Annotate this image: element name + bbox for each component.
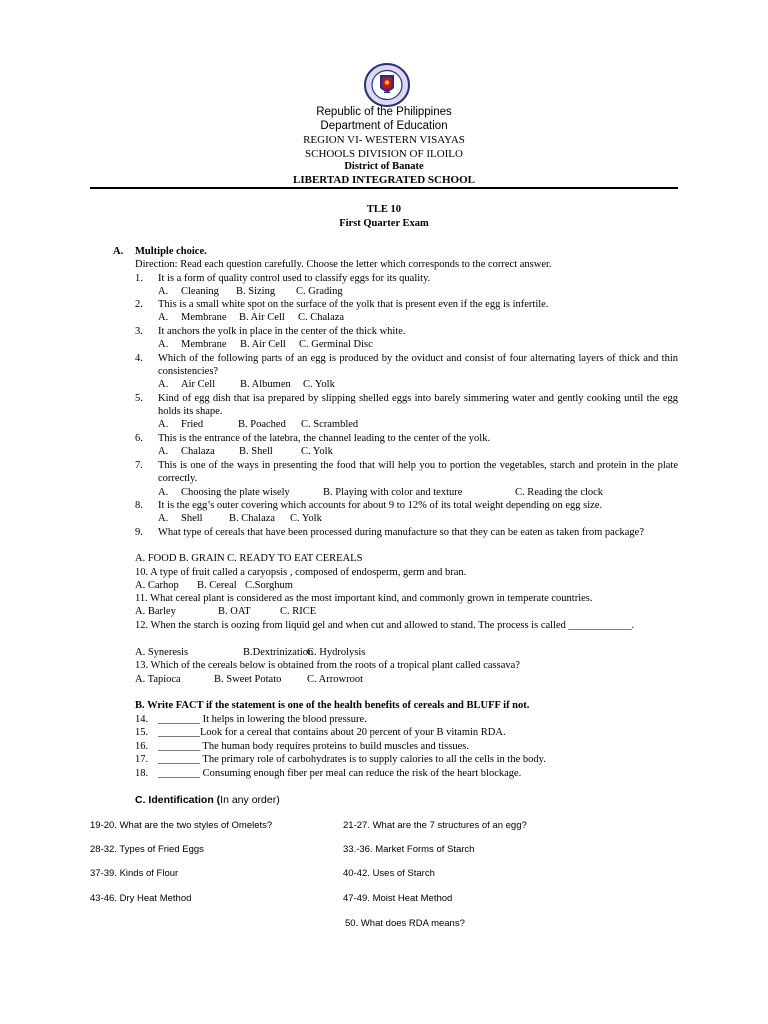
option-a: Shell	[181, 513, 203, 524]
option-c: C. Yolk	[290, 513, 322, 524]
option-c: C. Chalaza	[298, 312, 345, 323]
question-number: 9.	[135, 527, 143, 538]
option-letter: A.	[158, 513, 169, 524]
item-number: 15.	[135, 727, 149, 738]
section-c-title: C. Identification (	[135, 794, 221, 806]
question-number: 4.	[135, 353, 143, 364]
header-division: SCHOOLS DIVISION OF ILOILO	[305, 148, 463, 160]
option-c: C. Grading	[296, 286, 343, 297]
question-number: 2.	[135, 299, 143, 310]
item-text: ________Look for a cereal that contains about 20 percent of your B vitamin RDA.	[158, 727, 506, 738]
identification-item: 33.-36. Market Forms of Starch	[343, 844, 475, 855]
item-number: 16.	[135, 741, 149, 752]
option-a: A. Carhop	[135, 580, 179, 591]
question-13: 13. Which of the cereals below is obtained from the roots of a tropical plant called cassava?	[135, 660, 520, 671]
option-letter: A.	[158, 379, 169, 390]
header-republic: Republic of the Philippines	[316, 106, 452, 118]
question-text: It is the egg’s outer covering which accounts for about 9 to 12% of its total weight depending on egg size.	[158, 500, 603, 511]
option-letter: A.	[158, 419, 169, 430]
question-number: 6.	[135, 433, 143, 444]
item-text: ________ The primary role of carbohydrates is to supply calories to all the cells in the body.	[158, 754, 546, 765]
option-c: C. Yolk	[301, 446, 333, 457]
header-school: LIBERTAD INTEGRATED SCHOOL	[293, 174, 475, 186]
question-number: 1.	[135, 273, 143, 284]
exam-subject: TLE 10	[366, 204, 402, 215]
question-text: Kind of egg dish that isa prepared by slipping shelled eggs into barely simmering water and gently cooking until the egg holds its shape.	[158, 393, 678, 417]
header-district: District of Banate	[344, 161, 424, 172]
option-c: C. Yolk	[303, 379, 335, 390]
section-a-direction: Direction: Read each question carefully. Choose the letter which corresponds to the correct answer.	[135, 259, 552, 270]
question-text: What type of cereals that have been processed during manufacture so that they can be eaten as taken from package?	[158, 527, 644, 538]
identification-item: 47-49. Moist Heat Method	[343, 893, 453, 904]
question-10: 10. A type of fruit called a caryopsis , composed of endosperm, germ and bran.	[135, 567, 467, 578]
identification-item: 21-27. What are the 7 structures of an egg?	[343, 820, 527, 831]
question-text: It anchors the yolk in place in the center of the thick white.	[158, 326, 406, 337]
option-a: Membrane	[181, 312, 227, 323]
option-c: C. Germinal Disc	[299, 339, 373, 350]
item-number: 14.	[135, 714, 149, 725]
header-divider	[90, 187, 678, 189]
option-a: Air Cell	[181, 379, 216, 390]
question-text: This is the entrance of the latebra, the channel leading to the center of the yolk.	[158, 433, 491, 444]
section-c-note: In any order)	[220, 794, 280, 806]
option-c: C. Hydrolysis	[307, 647, 366, 658]
option-c: C. Arrowroot	[307, 674, 363, 685]
option-a: Fried	[181, 419, 204, 430]
option-letter: A.	[158, 286, 169, 297]
header-department: Department of Education	[320, 120, 448, 132]
item-text: ________ The human body requires proteins to build muscles and tissues.	[158, 741, 469, 752]
option-a: A. Tapioca	[135, 674, 181, 685]
header-region: REGION VI- WESTERN VISAYAS	[303, 134, 465, 146]
item-number: 18.	[135, 768, 149, 779]
option-b: B. Shell	[239, 446, 273, 457]
option-a: A. Syneresis	[135, 647, 189, 658]
option-c: C. RICE	[280, 606, 317, 617]
question-number: 5.	[135, 393, 143, 404]
option-letter: A.	[158, 312, 169, 323]
option-c: C.Sorghum	[245, 580, 293, 591]
option-b: B. Air Cell	[240, 339, 286, 350]
identification-item: 50. What does RDA means?	[345, 918, 465, 929]
option-letter: A.	[158, 446, 169, 457]
option-b: B. Playing with color and texture	[323, 487, 463, 498]
item-text: ________ It helps in lowering the blood pressure.	[158, 714, 367, 725]
question-number: 3.	[135, 326, 143, 337]
deped-seal-logo	[355, 62, 419, 108]
question-text: This is a small white spot on the surface of the yolk that is present even if the egg is infertile.	[158, 299, 549, 310]
option-b: B. Poached	[238, 419, 286, 430]
option-a: A. Barley	[135, 606, 176, 617]
question-11: 11. What cereal plant is considered as the most important kind, and commonly grown in temperate countries.	[135, 593, 593, 604]
option-c: C. Scrambled	[301, 419, 359, 430]
question-9-options: A. FOOD B. GRAIN C. READY TO EAT CEREALS	[135, 553, 363, 564]
question-number: 8.	[135, 500, 143, 511]
option-b: B. OAT	[218, 606, 251, 617]
option-b: B. Chalaza	[229, 513, 276, 524]
section-a-letter: A.	[113, 246, 124, 257]
option-b: B. Albumen	[240, 379, 291, 390]
identification-item: 28-32. Types of Fried Eggs	[90, 844, 204, 855]
option-a: Choosing the plate wisely	[181, 487, 290, 498]
identification-item: 19-20. What are the two styles of Omelets?	[90, 820, 273, 831]
question-text: Which of the following parts of an egg is produced by the oviduct and consist of four alternating layers of thick and thin consistencies?	[158, 353, 678, 377]
identification-item: 40-42. Uses of Starch	[343, 868, 435, 879]
question-number: 7.	[135, 460, 143, 471]
option-b: B.Dextrinization	[243, 647, 314, 658]
item-number: 17.	[135, 754, 149, 765]
section-a-title: Multiple choice.	[135, 246, 207, 257]
section-b-title: B. Write FACT if the statement is one of the health benefits of cereals and BLUFF if not.	[135, 700, 530, 711]
item-text: ________ Consuming enough fiber per meal can reduce the risk of the heart blockage.	[158, 768, 522, 779]
section-c-heading	[135, 794, 280, 806]
option-letter: A.	[158, 339, 169, 350]
option-a: Chalaza	[181, 446, 215, 457]
identification-item: 43-46. Dry Heat Method	[90, 893, 192, 904]
option-c: C. Reading the clock	[515, 487, 604, 498]
exam-title: First Quarter Exam	[339, 218, 429, 229]
option-b: B. Sweet Potato	[214, 674, 282, 685]
question-text: It is a form of quality control used to classify eggs for its quality.	[158, 273, 431, 284]
option-a: Cleaning	[181, 286, 219, 297]
identification-item: 37-39. Kinds of Flour	[90, 868, 179, 879]
question-12: 12. When the starch is oozing from liquid gel and when cut and allowed to stand. The process is called ____________.	[135, 620, 635, 631]
option-b: B. Sizing	[236, 286, 276, 297]
option-b: B. Cereal	[197, 580, 237, 591]
question-text: This is one of the ways in presenting the food that will help you to portion the vegetables, starch and protein in the plate correctly.	[158, 460, 678, 484]
option-b: B. Air Cell	[239, 312, 285, 323]
option-a: Membrane	[181, 339, 227, 350]
option-letter: A.	[158, 487, 169, 498]
